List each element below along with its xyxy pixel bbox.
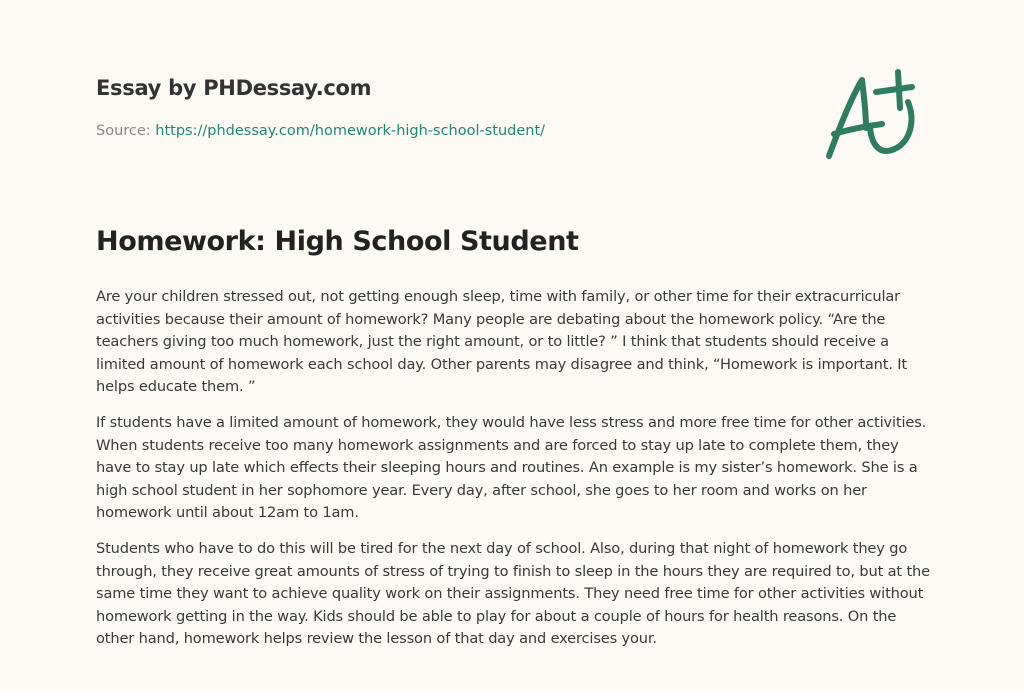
paragraph: Students who have to do this will be tired for the next day of school. Also, during that night of homework they go through, they receive great amounts of stress of trying to finish to sleep in the hours they are required to, but at the same time they want to achieve quality work on their assignments. They need free time for other activities without homework getting in the way. Kids should be able to play for about a couple of hours for health reasons. On the other hand, homework helps review the lesson of that day and exercises your.	[96, 539, 930, 648]
paragraph: Are your children stressed out, not getting enough sleep, time with family, or other time for their extracurricular activities because their amount of homework? Many people are debating about the homework policy. “Are the teachers giving too much homework, just the right amount, or to little? ” I think that students should receive a limited amount of homework each school day. Other parents may disagree and think, “Homework is important. It helps educate them. ”	[96, 288, 908, 396]
article-body	[96, 286, 936, 664]
paragraph: If students have a limited amount of homework, they would have less stress and more free time for other activities. When students receive too many homework assignments and are forced to stay up late to complete them, they have to stay up late which effects their sleeping hours and routines. An example is my sister’s homework. She is a high school student in her sophomore year. Every day, after school, she goes to her room and works on her homework until about 12am to 1am.	[96, 413, 927, 522]
a-plus-logo-icon	[820, 66, 930, 166]
source-line	[96, 123, 545, 139]
source-label: Source:	[96, 123, 151, 139]
article-title: Homework: High School Student	[96, 226, 579, 257]
source-link[interactable]: https://phdessay.com/homework-high-school-student/	[155, 123, 546, 139]
site-brand: Essay by PHDessay.com	[96, 76, 372, 100]
